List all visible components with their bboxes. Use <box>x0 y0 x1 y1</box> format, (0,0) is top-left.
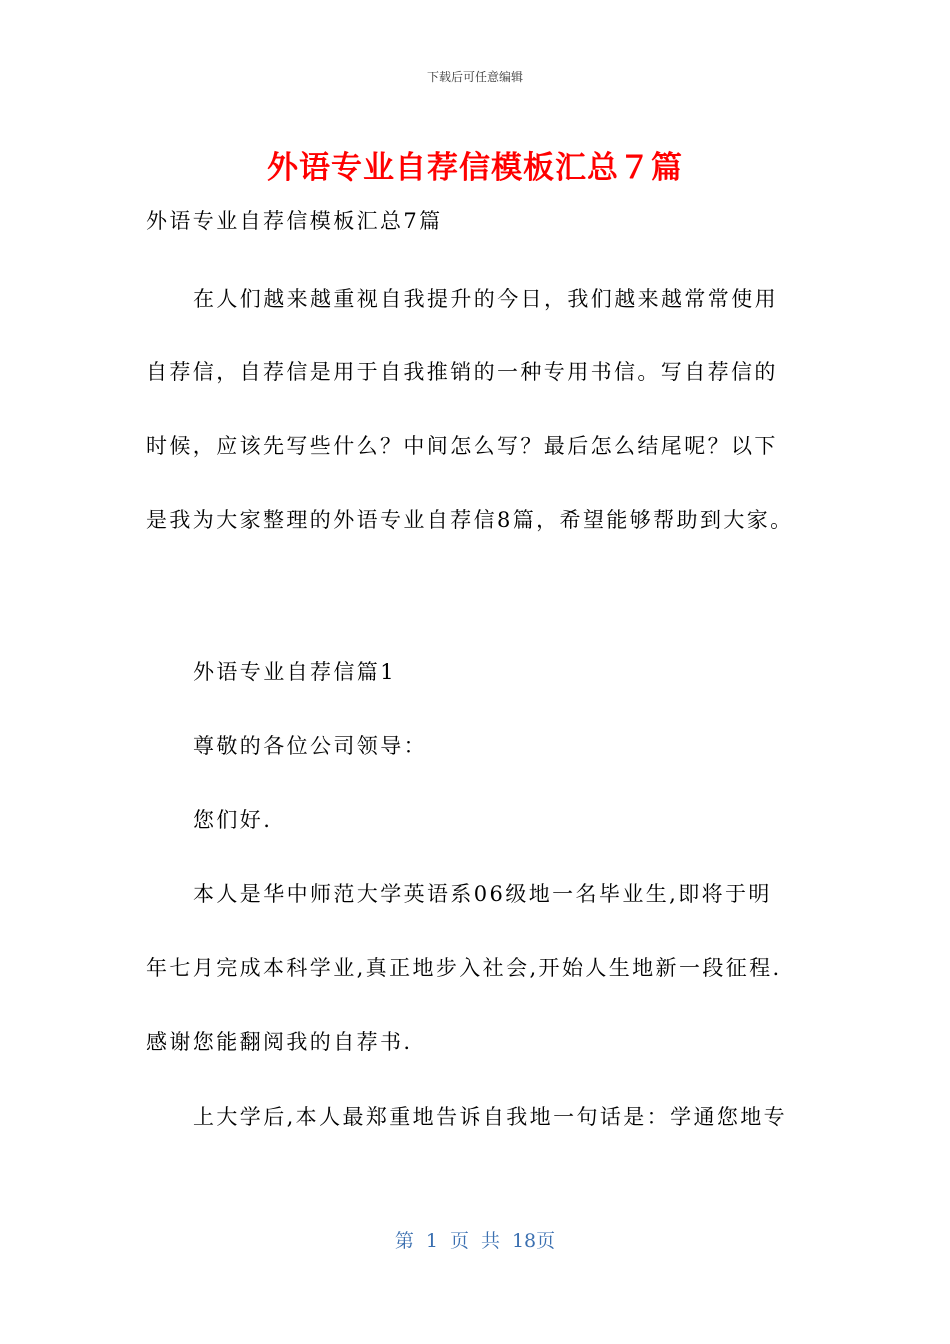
body-paragraph-2-line-1: 上大学后,本人最郑重地告诉自我地一句话是：学通您地专 <box>193 1105 788 1129</box>
subtitle-line: 外语专业自荐信模板汇总7篇 <box>146 209 443 233</box>
body-paragraph-line-3: 感谢您能翻阅我的自荐书. <box>146 1030 413 1054</box>
salutation: 尊敬的各位公司领导： <box>193 734 427 758</box>
page-footer <box>0 1226 950 1253</box>
footer-page-total: 18页 <box>511 1230 556 1252</box>
body-paragraph-line-1: 本人是华中师范大学英语系06级地一名毕业生,即将于明 <box>193 882 772 906</box>
body-paragraph-line-2: 年七月完成本科学业,真正地步入社会,开始人生地新一段征程. <box>146 956 782 980</box>
footer-page-current: 1 <box>425 1230 438 1252</box>
section-heading: 外语专业自荐信篇1 <box>193 660 396 684</box>
intro-paragraph-line-1: 在人们越来越重视自我提升的今日，我们越来越常常使用 <box>193 287 778 311</box>
intro-paragraph-line-4: 是我为大家整理的外语专业自荐信8篇，希望能够帮助到大家。 <box>146 508 794 532</box>
intro-paragraph-line-3: 时候，应该先写些什么？中间怎么写？最后怎么结尾呢？以下 <box>146 434 778 458</box>
intro-paragraph-line-2: 自荐信，自荐信是用于自我推销的一种专用书信。写自荐信的 <box>146 360 778 384</box>
footer-label-ye: 页 <box>449 1230 469 1252</box>
footer-label-di: 第 <box>394 1230 414 1252</box>
greeting: 您们好. <box>193 808 273 832</box>
header-note: 下载后可任意编辑 <box>426 70 523 84</box>
document-title: 外语专业自荐信模板汇总７篇 <box>267 150 683 186</box>
footer-label-gong: 共 <box>480 1230 500 1252</box>
